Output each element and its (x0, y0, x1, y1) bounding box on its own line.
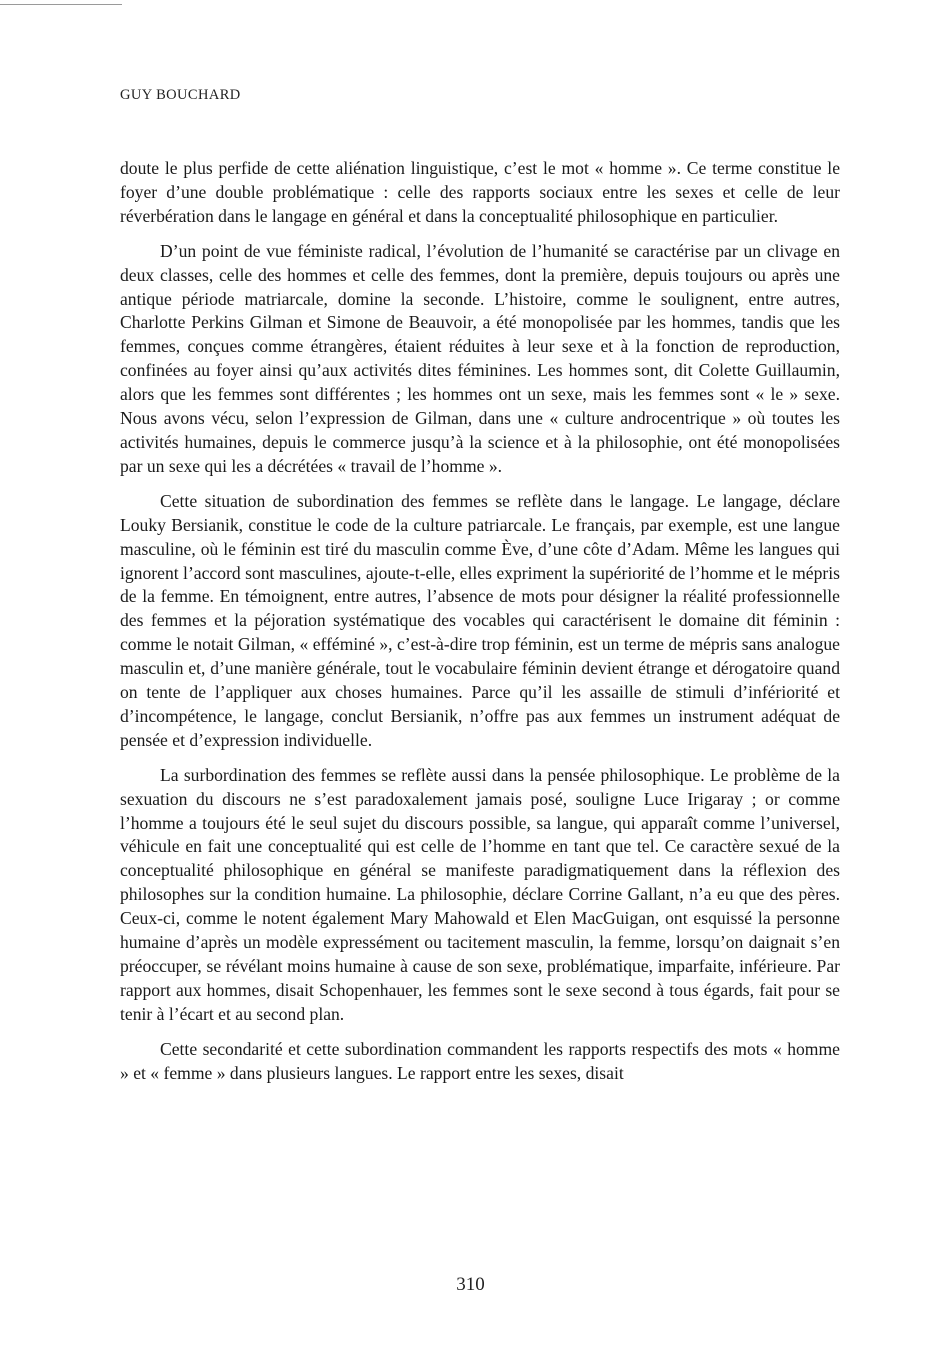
page-number: 310 (456, 1274, 485, 1295)
paragraph: Cette situation de subordination des femmes se reflète dans le langage. Le langage, déclare Louky Bersianik, constitue le code de la culture patriarcale. Le français, par exemple, est une langue masculine, où le féminin est tiré du masculin comme Ève, d’une côte d’Adam. Même les langues qui ignorent l’accord sont masculines, ajoute-t-elle, elles expriment la supériorité de l’homme et le mépris de la femme. En témoignent, entre autres, l’absence de mots pour désigner la réalité professionnelle des femmes et la péjoration systématique des vocables qui caractérisent le domaine dit féminin : comme le notait Gilman, « efféminé », c’est-à-dire trop féminin, est un terme de mépris sans analogue masculin et, d’une manière générale, tout le vocabulaire féminin devient étrange et dérogatoire quand on tente de l’appliquer aux choses humaines. Parce qu’il les assaille de stimuli d’infériorité et d’incompétence, le langage, conclut Bersianik, n’offre pas aux femmes un instrument adéquat de pensée et d’expression individuelle. (120, 490, 840, 750)
paragraph: Cette secondarité et cette subordination commandent les rapports respectifs des mots « homme » et « femme » dans plusieurs langues. Le rapport entre les sexes, disait (120, 1038, 840, 1083)
paragraph: La surbordination des femmes se reflète aussi dans la pensée philosophique. Le problème de la sexuation du discours ne s’est paradoxalement jamais posé, souligne Luce Irigaray ; or comme l’homme a toujours été le seul sujet du discours possible, sa langue, qui apparaît comme l’universel, véhicule en fait une conceptualité qui est celle de l’homme en tant que tel. Ce caractère sexué de la conceptualité philosophique en général se manifeste paradigmatiquement dans la réflexion des philosophes sur la condition humaine. La philosophie, déclare Corrine Gallant, n’a eu que des pères. Ceux-ci, comme le notent également Mary Mahowald et Elen MacGuigan, ont esquissé la personne humaine d’après un modèle expressément ou tacitement masculin, la femme, lorsqu’on daignait s’en préoccuper, se révélant moins humaine à cause de son sexe, problématique, imparfaite, inférieure. Par rapport aux hommes, disait Schopenhauer, les femmes sont le sexe second à tous égards, fait pour se tenir à l’écart et au second plan. (120, 764, 840, 1024)
paragraph: doute le plus perfide de cette aliénation linguistique, c’est le mot « homme ». Ce terme constitue le foyer d’une double problématique : celle des rapports sociaux entre les sexes et celle de leur réverbération dans le langage en général et dans la conceptualité philosophique en particulier. (120, 158, 840, 226)
paragraph: D’un point de vue féministe radical, l’évolution de l’humanité se caractérise par un clivage en deux classes, celle des hommes et celle des femmes, dont la première, depuis toujours ou après une antique période matriarcale, domine la seconde. L’histoire, comme le soulignent, entre autres, Charlotte Perkins Gilman et Simone de Beauvoir, a été monopolisée par les hommes, tandis que les femmes, conçues comme étrangères, étaient réduites à leur sexe et à la fonction de reproduction, confinées au foyer ainsi qu’aux activités dites féminines. Les hommes sont, dit Colette Guillaumin, alors que les femmes sont différentes ; les hommes ont un sexe, mais les femmes sont « le » sexe. Nous avons vécu, selon l’expression de Gilman, dans une « culture androcentrique » où toutes les activités humaines, depuis le commerce jusqu’à la science et à la philosophie, ont été monopolisées par un sexe qui les a décrétées « travail de l’homme ». (120, 240, 840, 476)
body-text (120, 157, 840, 1097)
top-rule (0, 4, 122, 5)
running-head: GUY BOUCHARD (120, 87, 241, 103)
